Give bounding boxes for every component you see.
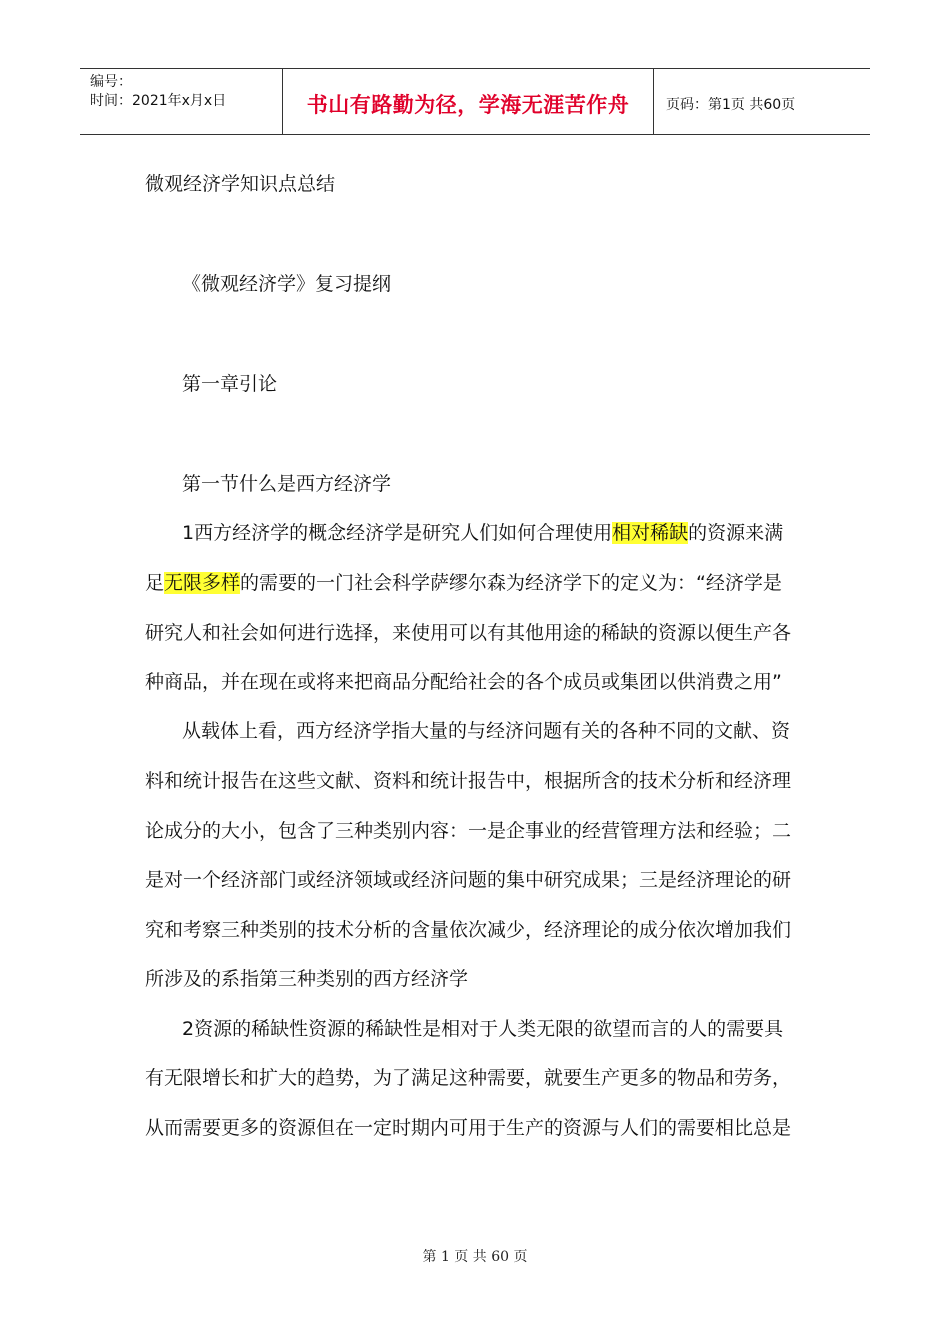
paragraph-2-line-3: 论成分的大小，包含了三种类别内容：一是企事业的经营管理方法和经验；二: [145, 820, 792, 842]
paragraph-2-line-1: 从载体上看，西方经济学指大量的与经济问题有关的各种不同的文献、资: [182, 720, 791, 742]
header-meta: [80, 69, 282, 134]
paragraph-3-line-1: 2资源的稀缺性资源的稀缺性是相对于人类无限的欲望而言的人的需要具: [182, 1018, 784, 1040]
paragraph-3-line-2: 有无限增长和扩大的趋势，为了满足这种需要，就要生产更多的物品和劳务，: [145, 1067, 792, 1089]
paragraph-2-line-2: 料和统计报告在这些文献、资料和统计报告中，根据所含的技术分析和经济理: [145, 770, 792, 792]
paragraph-1-line-4: 种商品，并在现在或将来把商品分配给社会的各个成员或集团以供消费之用”: [145, 671, 782, 693]
paragraph-2-line-6: 所涉及的系指第三种类别的西方经济学: [145, 968, 469, 990]
section-heading: 第一节什么是西方经济学: [182, 473, 392, 495]
document-subtitle: 《微观经济学》复习提纲: [182, 273, 392, 295]
header-page-code: [654, 69, 870, 134]
number-label: 编号：: [90, 74, 132, 90]
paragraph-2-line-5: 究和考察三种类别的技术分析的含量依次减少，经济理论的成分依次增加我们: [145, 919, 792, 941]
text-span: 1西方经济学的概念经济学是研究人们如何合理使用: [182, 522, 613, 544]
motto: 书山有路勤为径，学海无涯苦作舟: [306, 92, 630, 117]
text-span: 足: [145, 572, 165, 594]
page-code: 页码：第1页 共60页: [666, 96, 796, 113]
paragraph-1-line-3: 研究人和社会如何进行选择，来使用可以有其他用途的稀缺的资源以便生产各: [145, 622, 792, 644]
time-label: 时间：2021年x月x日: [90, 93, 227, 109]
highlight: 无限多样: [164, 572, 241, 594]
text-span: 的资源来满: [688, 522, 784, 544]
paragraph-1-line-2: [145, 571, 782, 595]
header-motto-cell: [282, 69, 654, 134]
paragraph-3-line-3: 从而需要更多的资源但在一定时期内可用于生产的资源与人们的需要相比总是: [145, 1117, 792, 1139]
text-span: 的需要的一门社会科学萨缪尔森为经济学下的定义为：“经济学是: [240, 572, 782, 594]
paragraph-2-line-4: 是对一个经济部门或经济领域或经济问题的集中研究成果；三是经济理论的研: [145, 869, 792, 891]
page-footer: 第 1 页 共 60 页: [422, 1249, 528, 1265]
paragraph-1-line-1: [182, 521, 783, 545]
highlight: 相对稀缺: [612, 522, 689, 544]
document-header: [80, 68, 870, 135]
chapter-heading: 第一章引论: [182, 373, 278, 395]
document-title: 微观经济学知识点总结: [145, 173, 336, 195]
